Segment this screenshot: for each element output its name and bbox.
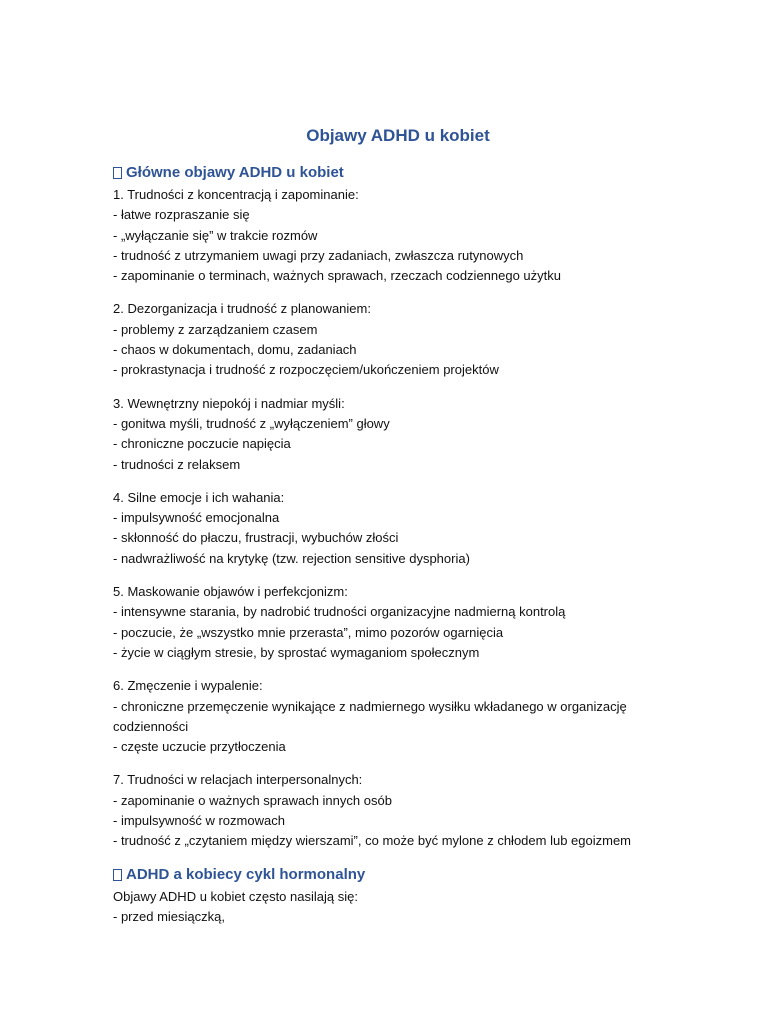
list-item: - trudność z „czytaniem między wierszami”, co może być mylone z chłodem lub egoizmem xyxy=(113,833,632,849)
group-heading: 7. Trudności w relacjach interpersonalnych: xyxy=(113,772,363,788)
list-item: - nadwrażliwość na krytykę (tzw. rejection sensitive dysphoria) xyxy=(113,550,470,566)
group-heading: 4. Silne emocje i ich wahania: xyxy=(113,489,285,505)
list-item: - częste uczucie przytłoczenia xyxy=(113,739,286,755)
list-item: - chroniczne przemęczenie wynikające z nadmiernego wysiłku wkładanego w organizację codzienności xyxy=(113,698,627,734)
list-item: - trudności z relaksem xyxy=(113,456,241,472)
list-item: - życie w ciągłym stresie, by sprostać wymaganiom społecznym xyxy=(113,644,480,660)
list-item: - łatwe rozpraszanie się xyxy=(113,207,250,223)
list-item: - chroniczne poczucie napięcia xyxy=(113,436,291,452)
list-item: - trudność z utrzymaniem uwagi przy zadaniach, zwłaszcza rutynowych xyxy=(113,247,524,263)
symptom-group-6 xyxy=(113,676,673,757)
group-heading: 3. Wewnętrzny niepokój i nadmiar myśli: xyxy=(113,395,345,411)
document-title: Objawy ADHD u kobiet xyxy=(306,126,490,145)
list-item: - zapominanie o terminach, ważnych sprawach, rzeczach codziennego użytku xyxy=(113,268,562,284)
paragraph-line: Objawy ADHD u kobiet często nasilają się: xyxy=(113,888,358,904)
list-item: - przed miesiączką, xyxy=(113,908,225,924)
list-item: - problemy z zarządzaniem czasem xyxy=(113,321,318,337)
group-heading: 1. Trudności z koncentracją i zapominanie: xyxy=(113,187,359,202)
list-item: - prokrastynacja i trudność z rozpoczęciem/ukończeniem projektów xyxy=(113,362,499,378)
group-heading: 5. Maskowanie objawów i perfekcjonizm: xyxy=(113,584,348,600)
list-item: - impulsywność w rozmowach xyxy=(113,813,285,829)
section-heading-text: ADHD a kobiecy cykl hormonalny xyxy=(126,865,366,883)
list-item: - chaos w dokumentach, domu, zadaniach xyxy=(113,342,357,358)
unknown-glyph-icon xyxy=(113,167,122,179)
symptom-group-2 xyxy=(113,299,673,380)
symptom-group-3 xyxy=(113,394,673,475)
list-item: - intensywne starania, by nadrobić trudności organizacyjne nadmierną kontrolą xyxy=(113,604,566,620)
unknown-glyph-icon xyxy=(113,869,122,881)
symptom-group-7 xyxy=(113,770,673,851)
section-heading-text: Główne objawy ADHD u kobiet xyxy=(126,164,344,181)
list-item: - skłonność do płaczu, frustracji, wybuchów złości xyxy=(113,530,399,546)
symptom-group-4 xyxy=(113,488,673,569)
symptom-group-5 xyxy=(113,582,673,663)
group-heading: 2. Dezorganizacja i trudność z planowaniem: xyxy=(113,301,371,317)
list-item: - poczucie, że „wszystko mnie przerasta”, mimo pozorów ogarnięcia xyxy=(113,624,504,640)
group-heading: 6. Zmęczenie i wypalenie: xyxy=(113,678,263,694)
section-heading-hormonal-cycle xyxy=(113,864,673,886)
list-item: - zapominanie o ważnych sprawach innych osób xyxy=(113,792,392,808)
list-item: - gonitwa myśli, trudność z „wyłączeniem” głowy xyxy=(113,415,390,431)
symptom-group-1 xyxy=(113,185,673,286)
document-page xyxy=(113,124,673,927)
section-heading-main-symptoms xyxy=(113,162,673,184)
hormonal-cycle-text xyxy=(113,887,673,928)
list-item: - impulsywność emocjonalna xyxy=(113,510,280,526)
list-item: - „wyłączanie się” w trakcie rozmów xyxy=(113,227,318,243)
